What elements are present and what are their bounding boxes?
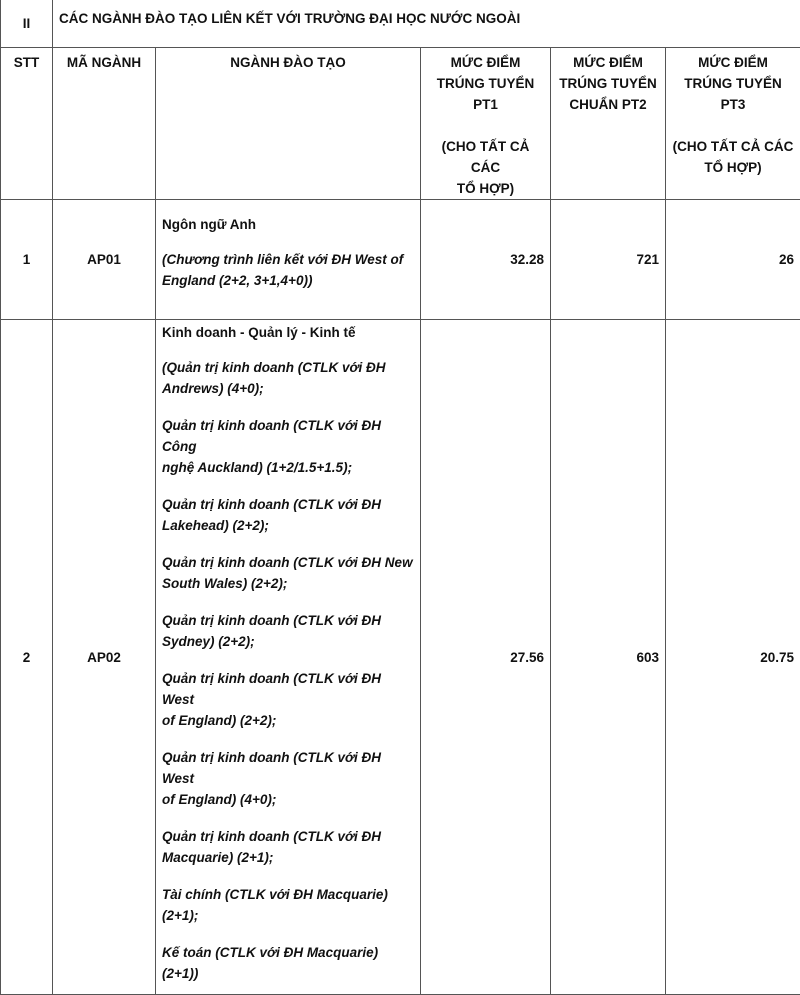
major-name: Ngôn ngữ Anh xyxy=(162,214,414,235)
row-stt: 1 xyxy=(1,200,53,320)
header-code: MÃ NGÀNH xyxy=(53,48,156,200)
program-line: Quản trị kinh doanh (CTLK với ĐH xyxy=(162,826,414,847)
header-pt1 xyxy=(421,48,551,200)
program-line: Andrews) (4+0); xyxy=(162,378,414,399)
header-pt3-line1: MỨC ĐIỂM xyxy=(672,52,794,73)
program-item xyxy=(162,668,414,731)
header-pt2 xyxy=(551,48,666,200)
program-line: (2+1)) xyxy=(162,963,414,984)
program-line: Quản trị kinh doanh (CTLK với ĐH West xyxy=(162,747,414,789)
table-row xyxy=(1,200,800,320)
header-pt1-line1: MỨC ĐIỂM xyxy=(427,52,544,73)
row-pt1: 27.56 xyxy=(421,320,551,995)
program-line: (Quản trị kinh doanh (CTLK với ĐH xyxy=(162,357,414,378)
row-pt3: 20.75 xyxy=(666,320,800,995)
program-item xyxy=(162,249,414,291)
header-pt1-line3: PT1 xyxy=(427,94,544,115)
program-item xyxy=(162,494,414,536)
program-line: Sydney) (2+2); xyxy=(162,631,414,652)
major-name: Kinh doanh - Quản lý - Kinh tế xyxy=(162,322,414,343)
program-line: nghệ Auckland) (1+2/1.5+1.5); xyxy=(162,457,414,478)
program-line: Kế toán (CTLK với ĐH Macquarie) xyxy=(162,942,414,963)
program-line: Tài chính (CTLK với ĐH Macquarie) xyxy=(162,884,414,905)
row-code: AP02 xyxy=(53,320,156,995)
program-line: Quản trị kinh doanh (CTLK với ĐH xyxy=(162,610,414,631)
row-pt2: 721 xyxy=(551,200,666,320)
header-pt3-line2: TRÚNG TUYỂN xyxy=(672,73,794,94)
program-line: Lakehead) (2+2); xyxy=(162,515,414,536)
program-line: of England) (4+0); xyxy=(162,789,414,810)
header-stt: STT xyxy=(1,48,53,200)
program-item xyxy=(162,747,414,810)
section-row xyxy=(1,0,800,48)
header-row xyxy=(1,48,800,200)
header-pt1-note2: TỔ HỢP) xyxy=(427,178,544,199)
row-code: AP01 xyxy=(53,200,156,320)
program-item xyxy=(162,884,414,926)
row-pt3: 26 xyxy=(666,200,800,320)
row-pt2: 603 xyxy=(551,320,666,995)
program-line: Macquarie) (2+1); xyxy=(162,847,414,868)
section-title: CÁC NGÀNH ĐÀO TẠO LIÊN KẾT VỚI TRƯỜNG ĐẠI HỌC NƯỚC NGOÀI xyxy=(53,0,800,48)
program-line: Quản trị kinh doanh (CTLK với ĐH Công xyxy=(162,415,414,457)
program-item xyxy=(162,552,414,594)
header-pt2-line3: CHUẨN PT2 xyxy=(557,94,659,115)
program-line: Quản trị kinh doanh (CTLK với ĐH xyxy=(162,494,414,515)
header-pt3-note1: (CHO TẤT CẢ CÁC xyxy=(672,136,794,157)
header-pt2-line2: TRÚNG TUYỂN xyxy=(557,73,659,94)
program-item xyxy=(162,826,414,868)
program-line: (2+1); xyxy=(162,905,414,926)
row-major xyxy=(156,200,421,320)
program-line: South Wales) (2+2); xyxy=(162,573,414,594)
header-pt3-line3: PT3 xyxy=(672,94,794,115)
program-line: England (2+2, 3+1,4+0)) xyxy=(162,270,414,291)
header-pt1-note1: (CHO TẤT CẢ CÁC xyxy=(427,136,544,178)
program-line: Quản trị kinh doanh (CTLK với ĐH West xyxy=(162,668,414,710)
row-major xyxy=(156,320,421,995)
table-row xyxy=(1,320,800,995)
program-line: Quản trị kinh doanh (CTLK với ĐH New xyxy=(162,552,414,573)
program-item xyxy=(162,415,414,478)
header-pt1-line2: TRÚNG TUYỂN xyxy=(427,73,544,94)
program-line: of England) (2+2); xyxy=(162,710,414,731)
program-item xyxy=(162,942,414,984)
section-number: II xyxy=(1,0,53,48)
program-line: (Chương trình liên kết với ĐH West of xyxy=(162,249,414,270)
header-pt3 xyxy=(666,48,800,200)
program-item xyxy=(162,610,414,652)
header-major: NGÀNH ĐÀO TẠO xyxy=(156,48,421,200)
header-pt3-note2: TỔ HỢP) xyxy=(672,157,794,178)
program-item xyxy=(162,357,414,399)
header-pt2-line1: MỨC ĐIỂM xyxy=(557,52,659,73)
row-stt: 2 xyxy=(1,320,53,995)
row-pt1: 32.28 xyxy=(421,200,551,320)
